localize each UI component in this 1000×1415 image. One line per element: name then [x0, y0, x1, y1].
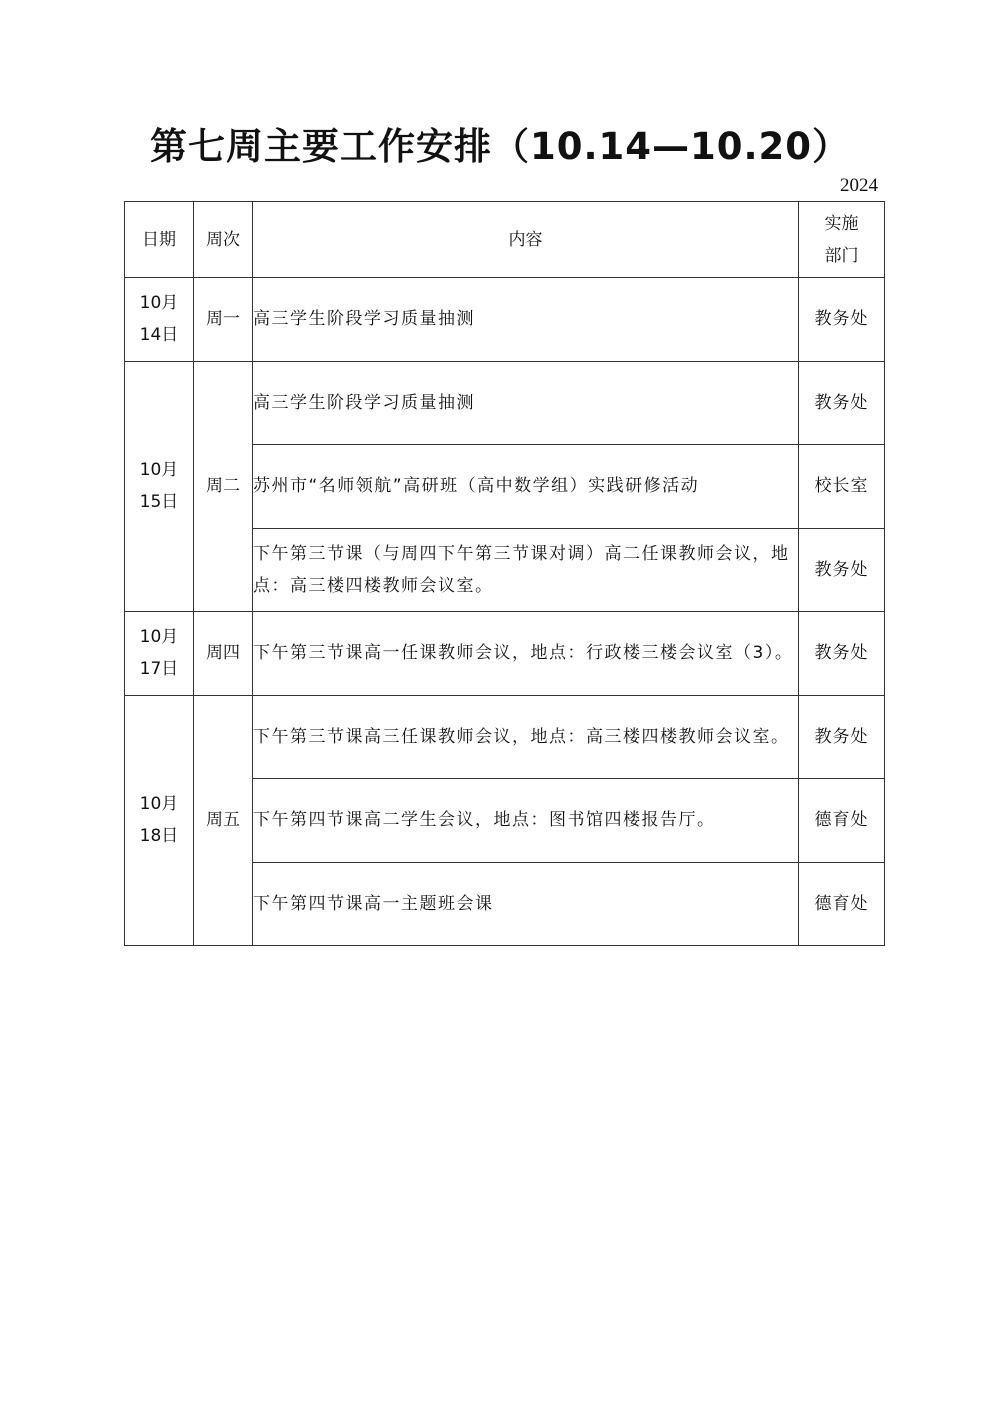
content-cell: 下午第三节课（与周四下午第三节课对调）高二任课教师会议，地点：高三楼四楼教师会议室。: [253, 528, 799, 612]
page-title: 第七周主要工作安排（10.14—10.20）: [149, 125, 851, 168]
content-cell: 下午第三节课高一任课教师会议，地点：行政楼三楼会议室（3）。: [253, 612, 799, 696]
weekday-cell: 周一: [194, 278, 253, 362]
dept-cell: 教务处: [799, 695, 885, 779]
content-cell: 高三学生阶段学习质量抽测: [253, 278, 799, 362]
date-day: 14日: [139, 325, 179, 346]
date-month: 10月: [139, 293, 179, 314]
content-cell: 下午第四节课高一主题班会课: [253, 862, 799, 946]
table-row: [125, 361, 885, 445]
table-row: [125, 695, 885, 779]
dept-cell: 教务处: [799, 528, 885, 612]
date-cell: [125, 361, 194, 612]
content-cell: 高三学生阶段学习质量抽测: [253, 361, 799, 445]
date-month: 10月: [139, 460, 179, 481]
weekday-cell: 周二: [194, 361, 253, 612]
weekday-cell: 周四: [194, 612, 253, 696]
header-dept: [799, 202, 885, 278]
schedule-table: [124, 201, 885, 946]
date-day: 15日: [139, 492, 179, 513]
table-header-row: [125, 202, 885, 278]
dept-cell: 教务处: [799, 278, 885, 362]
table-row: [125, 278, 885, 362]
header-date: 日期: [125, 202, 194, 278]
dept-cell: 教务处: [799, 612, 885, 696]
content-cell: 下午第三节课高三任课教师会议，地点：高三楼四楼教师会议室。: [253, 695, 799, 779]
table-row: [125, 612, 885, 696]
weekday-cell: 周五: [194, 695, 253, 946]
dept-cell: 德育处: [799, 779, 885, 863]
header-dept-line1: 实施: [824, 213, 859, 234]
year-label: 2024: [840, 175, 878, 196]
date-month: 10月: [139, 627, 179, 648]
header-dept-line2: 部门: [824, 245, 859, 266]
content-cell: 苏州市“名师领航”高研班（高中数学组）实践研修活动: [253, 445, 799, 529]
date-month: 10月: [139, 794, 179, 815]
date-day: 18日: [139, 826, 179, 847]
dept-cell: 校长室: [799, 445, 885, 529]
date-cell: [125, 278, 194, 362]
dept-cell: 教务处: [799, 361, 885, 445]
date-cell: [125, 612, 194, 696]
header-content: 内容: [253, 202, 799, 278]
date-day: 17日: [139, 659, 179, 680]
header-week: 周次: [194, 202, 253, 278]
content-cell: 下午第四节课高二学生会议，地点：图书馆四楼报告厅。: [253, 779, 799, 863]
date-cell: [125, 695, 194, 946]
dept-cell: 德育处: [799, 862, 885, 946]
